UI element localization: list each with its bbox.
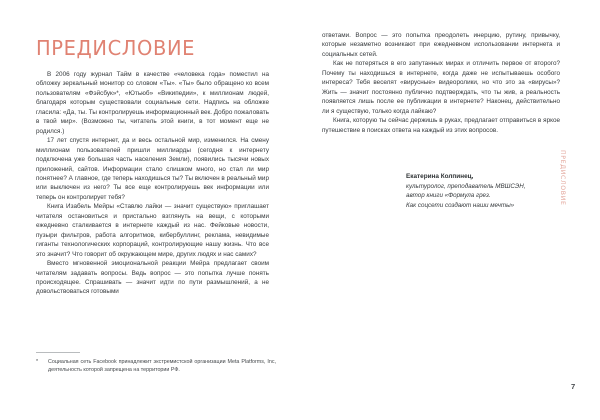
signature-credential: культуролог, преподаватель МВШСЭН, [406, 182, 526, 190]
footnote-marker: * [36, 359, 39, 365]
footnote [36, 358, 276, 374]
page-number: 7 [571, 382, 576, 391]
signature-credential: Как соцсети создают наши мечты» [406, 201, 515, 209]
signature-block [406, 172, 562, 210]
footnote-text: Социальная сеть Facebook принадлежит экстремистской организации Meta Platforms, Inc, деятельность которой запрещена на территории РФ. [48, 359, 276, 373]
paragraph: Вместо мгновенной эмоциональной реакции Мейра предлагает своим читателям задавать вопросы. Ведь вопрос — это попытка лучше понять происходящее. Спрашивать — значит идти по пути размышлений, а не довольствоваться готовыми [36, 260, 269, 296]
paragraph: 17 лет спустя интернет, да и весь остальной мир, изменился. На смену миллионам пользователей пришли миллиарды (сегодня к интернету подключена уже большая часть населения Земли), появились тысячи новых приложений, сайтов. Информации стало слишком много, но стал ли мир понятнее? А главное, где теперь находишься ты? Ты включен в реальный мир или выключен из него? Ты все еще контролируешь век информации или теперь он контролирует тебя? [36, 137, 269, 201]
signature-credential: автор книги «Формула грез. [406, 192, 491, 200]
paragraph: Как не потеряться в его запутанных мирах и отличить первое от второго? Почему ты находишься в интернете, когда даже не испытываешь особого интереса? Тебя веселят «вирусные» видеоролики, но что это за «вирусы»? Жить — значит постоянно публично подтверждать, что ты жив, а реальность появляется лишь после ее публикации в интернете? Наконец, действительно ли я существую, только когда лайкаю? [322, 60, 560, 115]
footnote-divider [36, 352, 80, 353]
right-text-column [322, 31, 560, 135]
paragraph: Книга, которую ты сейчас держишь в руках, предлагает отправиться в яркое путешествие в поисках ответа на каждый из этих вопросов. [322, 117, 560, 134]
paragraph: Книга Изабель Мейры «Ставлю лайки — значит существую» приглашает читателя остановиться и пристально взглянуть на вещи, с которыми ежедневно сталкивается в интернете каждый из нас. Фейковые новости, пузыри фильтров, работа алгоритмов, кибербуллинг, реклама, невидимые гиганты технологических корпораций, контролирующие нашу жизнь. Что все это значит? Что говорит об окружающем мире, других людях и нас самих? [36, 203, 269, 258]
running-head: ПРЕДИСЛОВИЕ [559, 150, 566, 206]
page-title: ПРЕДИСЛОВИЕ [36, 36, 196, 61]
paragraph: В 2006 году журнал Тайм в качестве «человека года» поместил на обложку зеркальный монитор со словом «Ты». «Ты» было обращено ко всем пользователям «Фэйсбук»*, «Ютьюб» «Википедии», к миллионам людей, благодаря которым существовали социальные сети. Надпись на обложке гласила: «Да, ты. Ты контролируешь информационный век. Добро пожаловать в твой мир». (Возможно ты, читатель этой книги, в тот момент еще не родился.) [36, 71, 269, 135]
paragraph: ответами. Вопрос — это попытка преодолеть инерцию, рутину, привычку, которые незаметно возникают при ежедневном использовании интернета и социальных сетей. [322, 32, 560, 58]
signature-author-name: Екатерина Колпинец, [406, 173, 474, 180]
right-page [300, 0, 600, 420]
footnote-block [36, 352, 276, 374]
left-text-column [36, 70, 269, 297]
